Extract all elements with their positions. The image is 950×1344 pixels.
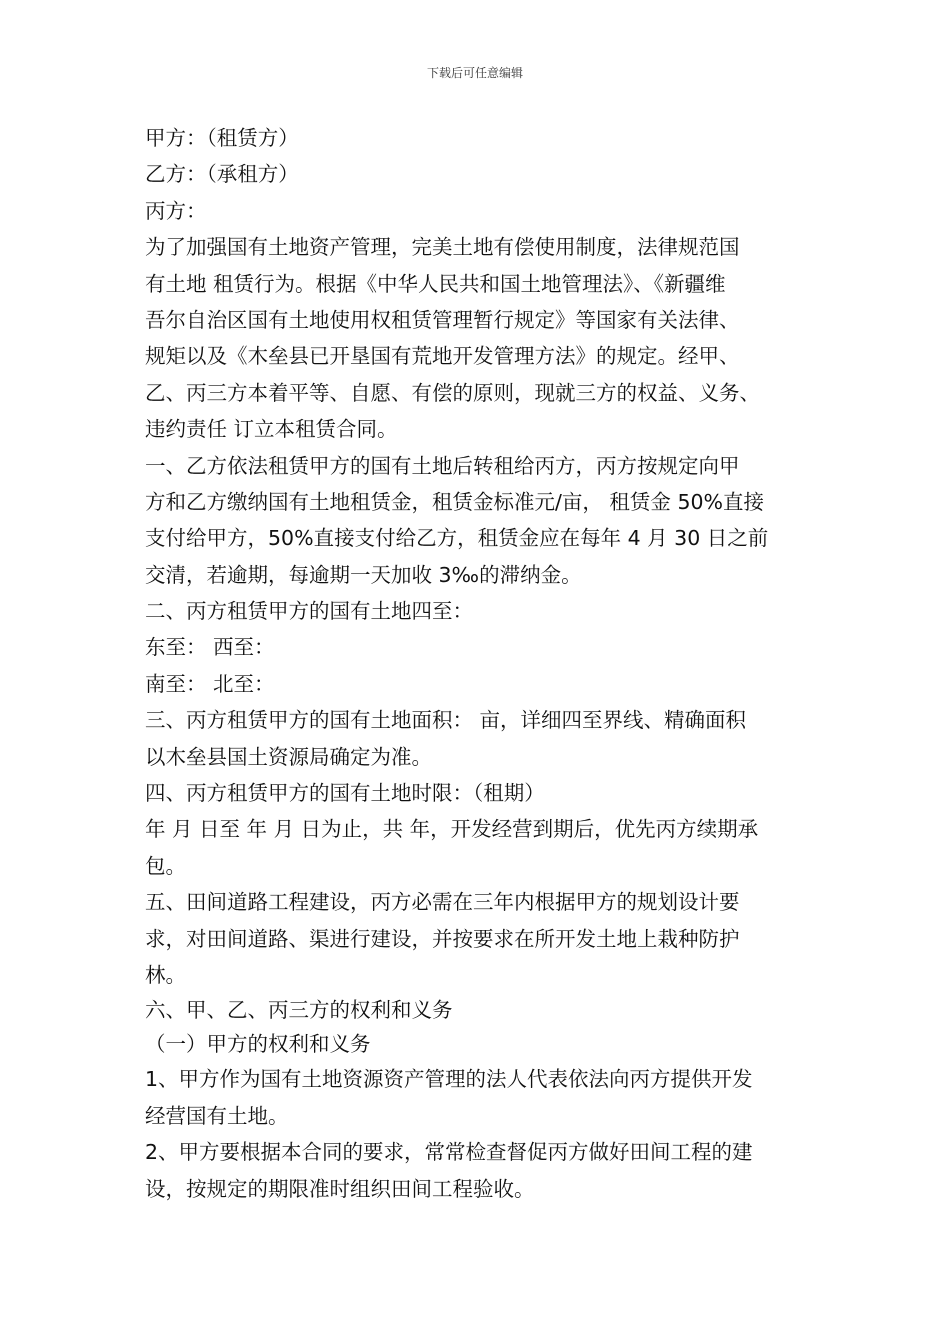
text-line: 经营国有土地。	[145, 1103, 289, 1128]
text-line: 乙方：（承租方）	[145, 162, 299, 187]
text-line: 交清，若逾期，每逾期一天加收 3‰的滞纳金。	[145, 562, 582, 587]
text-line: 求，对田间道路、渠进行建设，并按要求在所开发土地上栽种防护	[145, 926, 740, 951]
text-line: 方和乙方缴纳国有土地租赁金，租赁金标准元/亩， 租赁金 50%直接	[145, 489, 765, 514]
text-line: 规矩以及《木垒县已开垦国有荒地开发管理方法》的规定。经甲、	[145, 344, 740, 369]
text-line: 东至： 西至：	[145, 635, 275, 660]
text-line: （一）甲方的权利和义务	[145, 1032, 371, 1057]
text-line: 1、甲方作为国有土地资源资产管理的法人代表依法向丙方提供开发	[145, 1067, 753, 1092]
text-line: 违约责任 订立本租赁合同。	[145, 417, 398, 442]
text-line: 有土地 租赁行为。根据《中华人民共和国土地管理法》、《新疆维	[145, 271, 726, 296]
page-header-note: 下载后可任意编辑	[426, 66, 523, 80]
text-line: 2、甲方要根据本合同的要求，常常检查督促丙方做好田间工程的建	[145, 1140, 753, 1165]
text-line: 支付给甲方，50%直接支付给乙方，租赁金应在每年 4 月 30 日之前	[145, 526, 769, 551]
text-line: 三、丙方租赁甲方的国有土地面积： 亩，详细四至界线、精确面积	[145, 708, 747, 733]
text-line: 南至： 北至：	[145, 671, 275, 696]
text-line: 年 月 日至 年 月 日为止，共 年，开发经营到期后，优先丙方续期承	[145, 817, 759, 842]
text-line: 甲方：（租赁方）	[145, 126, 299, 150]
text-line: 六、甲、乙、丙三方的权利和义务	[145, 998, 453, 1023]
text-line: 为了加强国有土地资产管理，完美土地有偿使用制度，法律规范国	[145, 235, 740, 260]
text-line: 四、丙方租赁甲方的国有土地时限：（租期）	[145, 781, 545, 806]
text-line: 设，按规定的期限准时组织田间工程验收。	[145, 1176, 535, 1201]
text-line: 乙、丙三方本着平等、自愿、有偿的原则，现就三方的权益、义务、	[145, 380, 760, 405]
text-line: 丙方：	[145, 198, 207, 223]
text-line: 五、田间道路工程建设，丙方必需在三年内根据甲方的规划设计要	[145, 890, 740, 915]
text-line: 林。	[145, 962, 186, 987]
text-line: 一、乙方依法租赁甲方的国有土地后转租给丙方，丙方按规定向甲	[145, 453, 740, 478]
text-line: 包。	[145, 853, 186, 878]
contract-body	[145, 120, 835, 1207]
text-line: 二、丙方租赁甲方的国有土地四至：	[145, 599, 473, 624]
text-line: 吾尔自治区国有土地使用权租赁管理暂行规定》等国家有关法律、	[145, 307, 740, 332]
text-line: 以木垒县国土资源局确定为准。	[145, 744, 432, 769]
